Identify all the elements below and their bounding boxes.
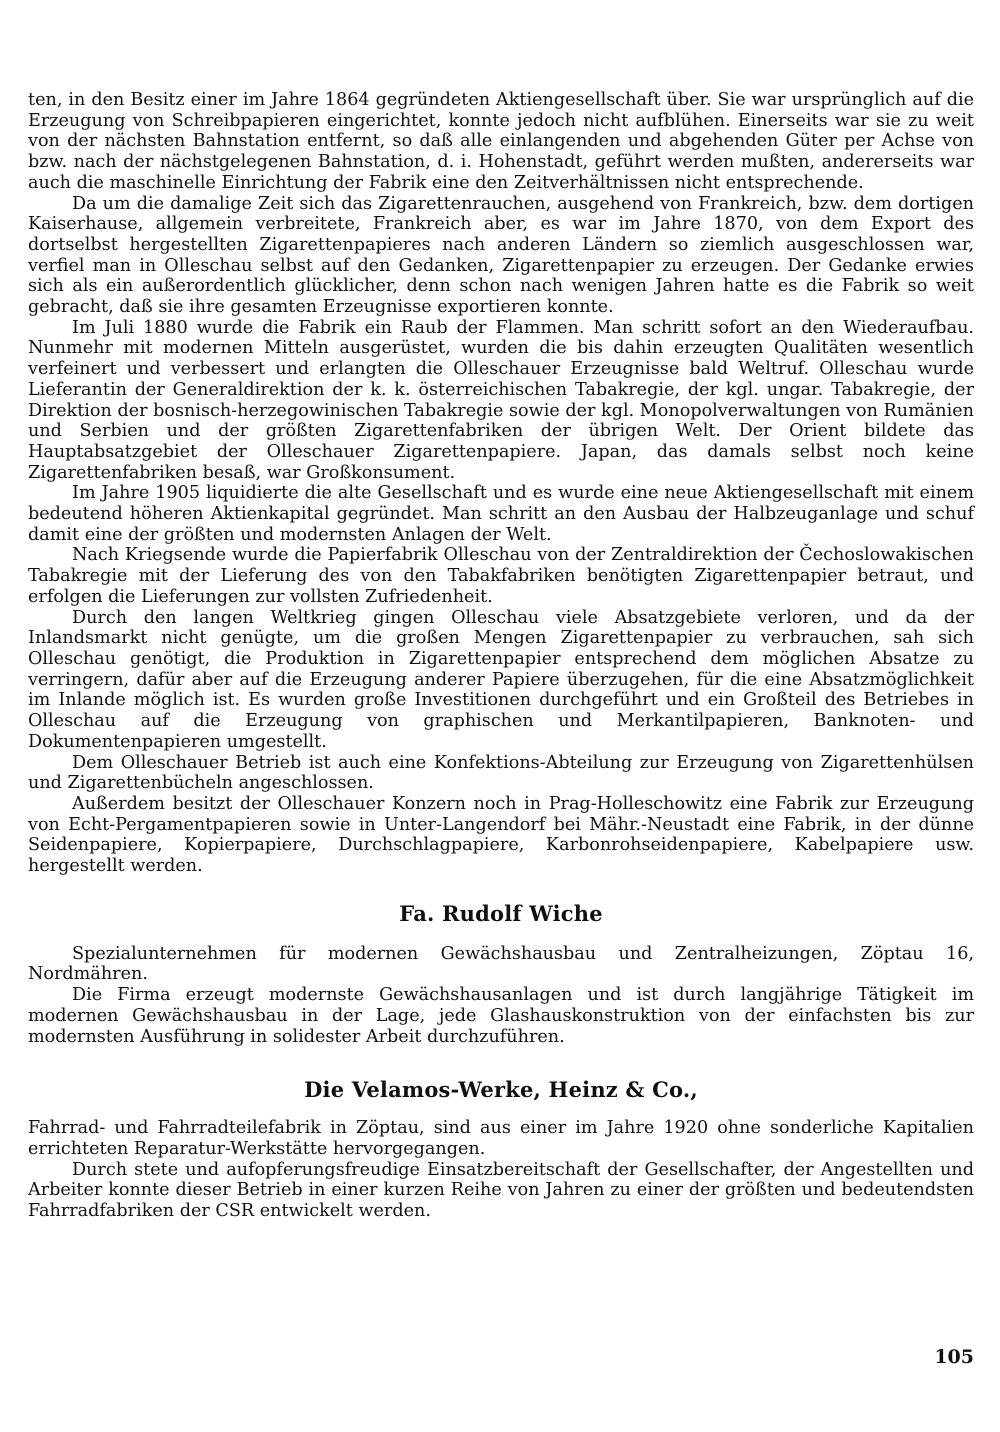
paragraph: Da um die damalige Zeit sich das Zigarettenrauchen, ausgehend von Frankreich, bzw. dem dortigen Kaiserhause, allgemein verbreitete, Frankreich aber, es war im Jahre 1870, von dem Export des dortselbst hergestellten Zigarettenpapieres nach anderen Ländern so ziemlich ausgeschlossen war, verfiel man in Olleschau selbst auf den Gedanken, Zigarettenpapier zu erzeugen. Der Gedanke erwies sich als ein außerordentlich glücklicher, denn schon nach wenigen Jahren hatte es die Fabrik so weit gebracht, daß sie ihre gesamten Erzeugnisse exportieren konnte. — [28, 193, 974, 318]
paragraph: Die Firma erzeugt modernste Gewächshausanlagen und ist durch langjährige Tätigkeit im modernen Gewächshausbau in der Lage, jede Glashauskonstruktion von der einfachsten bis zur modernsten Ausführung in solidester Arbeit durchzuführen. — [28, 985, 974, 1047]
paragraph: ten, in den Besitz einer im Jahre 1864 gegründeten Aktiengesellschaft über. Sie war ursprünglich auf die Erzeugung von Schreibpapieren eingerichtet, konnte jedoch nicht aufblühen. Einerseits war sie zu weit von der nächsten Bahnstation entfernt, so daß alle einlangenden und abgehenden Güter per Achse von bzw. nach der nächstgelegenen Bahnstation, d. i. Hohenstadt, geführt werden mußten, andererseits war auch die maschinelle Einrichtung der Fabrik eine den Zeitverhältnissen nicht entsprechende. — [28, 90, 974, 193]
page-number: 105 — [934, 1346, 974, 1368]
section-wiche — [28, 901, 974, 1048]
paragraph: Außerdem besitzt der Olleschauer Konzern noch in Prag-Holleschowitz eine Fabrik zur Erzeugung von Echt-Pergamentpapieren sowie in Unter-Langendorf bei Mähr.-Neustadt eine Fabrik, in der dünne Seidenpapiere, Kopierpapiere, Durchschlagpapiere, Karbonrohseidenpapiere, Kabelpapiere usw. hergestellt werden. — [28, 793, 974, 877]
paragraph: Durch stete und aufopferungsfreudige Einsatzbereitschaft der Gesellschafter, der Angestellten und Arbeiter konnte dieser Betrieb in einer kurzen Reihe von Jahren zu einer der größten und bedeutendsten Fahrradfabriken der CSR entwickelt werden. — [28, 1159, 974, 1222]
paragraph: Im Juli 1880 wurde die Fabrik ein Raub der Flammen. Man schritt sofort an den Wiederaufbau. Nunmehr mit modernen Mitteln ausgerüstet, wurden die bis dahin erzeugten Qualitäten wesentlich verfeinert und verbessert und erlangten die Olleschauer Erzeugnisse bald Weltruf. Olleschau wurde Lieferantin der Generaldirektion der k. k. österreichischen Tabakregie, der kgl. ungar. Tabakregie, der Direktion der bosnisch-herzegowinischen Tabakregie sowie der kgl. Monopolverwaltungen von Rumänien und Serbien und der größten Zigarettenfabriken der übrigen Welt. Der Orient bildete das Hauptabsatzgebiet der Olleschauer Zigarettenpapiere. Japan, das damals selbst noch keine Zigarettenfabriken besaß, war Großkonsument. — [28, 317, 974, 483]
paragraph: Durch den langen Weltkrieg gingen Olleschau viele Absatzgebiete verloren, und da der Inlandsmarkt nicht genügte, um die großen Mengen Zigarettenpapier zu verbrauchen, sah sich Olleschau genötigt, die Produktion in Zigarettenpapier entsprechend dem möglichen Absatze zu verringern, dafür aber auf die Erzeugung anderer Papiere überzugehen, für die eine Absatzmöglichkeit im Inlande möglich ist. Es wurden große Investitionen durchgeführt und ein Großteil des Betriebes in Olleschau auf die Erzeugung von graphischen und Merkantilpapieren, Banknoten- und Dokumentenpapieren umgestellt. — [28, 607, 974, 752]
section-velamos — [28, 1077, 974, 1222]
document-page — [28, 90, 974, 1222]
section-heading-velamos: Die Velamos-Werke, Heinz & Co., — [304, 1077, 698, 1103]
paragraph: Dem Olleschauer Betrieb ist auch eine Konfektions-Abteilung zur Erzeugung von Zigarettenhülsen und Zigarettenbücheln angeschlossen. — [28, 752, 974, 794]
paragraph: Im Jahre 1905 liquidierte die alte Gesellschaft und es wurde eine neue Aktiengesellschaft mit einem bedeutend höheren Aktienkapital gegründet. Man schritt an den Ausbau der Halbzeuganlage und schuf damit eine der größten und modernsten Anlagen der Welt. — [28, 483, 974, 545]
section-olleschau — [28, 90, 974, 877]
paragraph: Spezialunternehmen für modernen Gewächshausbau und Zentralheizungen, Zöptau 16, Nordmähren. — [28, 943, 974, 985]
section-heading-wiche: Fa. Rudolf Wiche — [399, 900, 603, 926]
paragraph: Fahrrad- und Fahrradteilefabrik in Zöptau, sind aus einer im Jahre 1920 ohne sonderliche Kapitalien errichteten Reparatur-Werkstätte hervorgegangen. — [28, 1118, 974, 1159]
paragraph: Nach Kriegsende wurde die Papierfabrik Olleschau von der Zentraldirektion der Čechoslowakischen Tabakregie mit der Lieferung des von den Tabakfabriken benötigten Zigarettenpapier betraut, und erfolgen die Lieferungen zur vollsten Zufriedenheit. — [28, 545, 974, 607]
